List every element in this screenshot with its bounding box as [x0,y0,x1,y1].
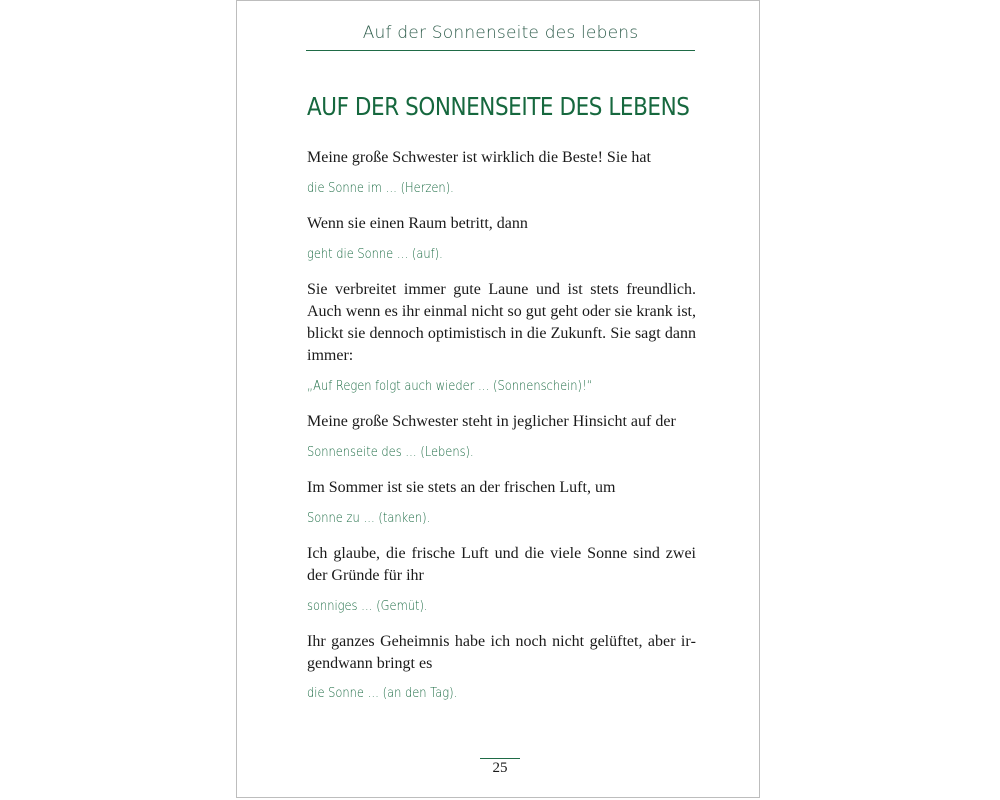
answer-6: sonniges … (Gemüt). [307,599,428,614]
answer-2: geht die Sonne … (auf). [307,247,443,262]
paragraph-5: Im Sommer ist sie stets an der frischen Luft, um [307,479,616,496]
paragraph-2: Wenn sie einen Raum betritt, dann [307,215,528,232]
answer-5: Sonne zu … (tanken). [307,511,431,526]
paragraph-4: Meine große Schwester steht in jeglicher Hinsicht auf der [307,413,676,430]
page-number: 25 [492,760,508,776]
book-page [236,0,760,798]
answer-4: Sonnenseite des … (Lebens). [307,445,474,460]
answer-3: „Auf Regen folgt auch wieder … (Sonnenschein)!“ [307,379,593,394]
paragraph-6: Ich glaube, die frische Luft und die viele Sonne sind zwei der Gründe für ihr [307,545,696,584]
footer-divider [480,758,520,759]
header-divider [306,50,695,51]
paragraph-3: Sie verbreitet immer gute Laune und ist stets freundlich. Auch wenn es ihr einmal nicht so gut geht oder sie krank ist, blickt sie dennoch optimistisch in die Zukunft. Sie sagt dann immer: [307,281,696,364]
answer-1: die Sonne im … (Herzen). [307,181,454,196]
paragraph-7: Ihr ganzes Geheimnis habe ich noch nicht gelüftet, aber irgendwann bringt es [307,633,696,672]
paragraph-1: Meine große Schwester ist wirklich die Beste! Sie hat [307,149,651,166]
answer-7: die Sonne … (an den Tag). [307,686,458,701]
page-title: AUF DER SONNENSEITE DES LEBENS [307,92,690,121]
running-head: Auf der Sonnenseite des lebens [362,23,639,43]
